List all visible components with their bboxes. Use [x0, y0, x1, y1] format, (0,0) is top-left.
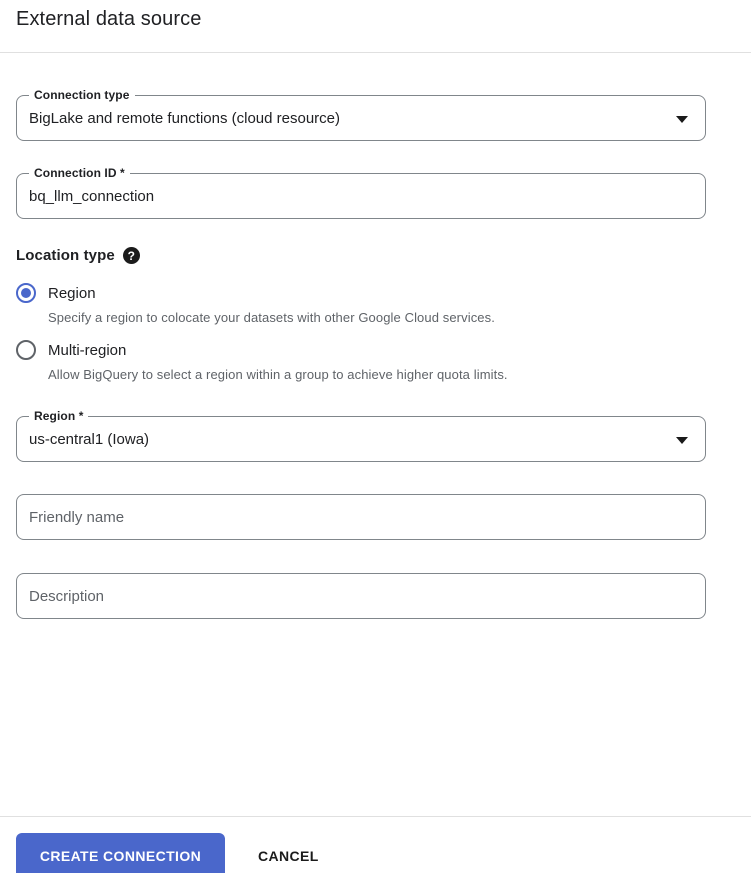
- connection-type-value: BigLake and remote functions (cloud resource): [29, 109, 341, 127]
- cancel-button[interactable]: CANCEL: [250, 844, 327, 868]
- description-field: [16, 573, 706, 619]
- dialog-title: External data source: [16, 8, 202, 30]
- create-connection-button[interactable]: CREATE CONNECTION: [16, 833, 225, 873]
- description-input[interactable]: [29, 575, 679, 617]
- radio-region[interactable]: [16, 283, 96, 303]
- region-label: Region *: [29, 409, 88, 423]
- radio-multi-region[interactable]: [16, 340, 126, 360]
- region-value: us-central1 (Iowa): [29, 430, 150, 448]
- friendly-name-field: [16, 494, 706, 540]
- radio-unselected-icon: [16, 340, 36, 360]
- connection-id-input[interactable]: [29, 175, 679, 217]
- footer-divider: [0, 816, 751, 817]
- connection-type-label: Connection type: [29, 88, 135, 102]
- radio-region-description: Specify a region to colocate your datasets with other Google Cloud services.: [48, 310, 495, 325]
- chevron-down-icon: [676, 437, 688, 444]
- region-select[interactable]: [16, 409, 706, 462]
- connection-id-label: Connection ID *: [29, 166, 130, 180]
- radio-multi-region-description: Allow BigQuery to select a region within a group to achieve higher quota limits.: [48, 367, 508, 382]
- location-type-row: [16, 247, 140, 264]
- friendly-name-input[interactable]: [29, 496, 679, 538]
- radio-multi-region-label: Multi-region: [48, 341, 127, 359]
- radio-region-label: Region: [48, 284, 96, 302]
- connection-type-select[interactable]: [16, 88, 706, 141]
- radio-selected-icon: [16, 283, 36, 303]
- help-icon[interactable]: ?: [123, 247, 140, 264]
- chevron-down-icon: [676, 116, 688, 123]
- header-divider: [0, 52, 751, 53]
- connection-id-field: [16, 166, 706, 219]
- location-type-label: Location type: [16, 247, 115, 264]
